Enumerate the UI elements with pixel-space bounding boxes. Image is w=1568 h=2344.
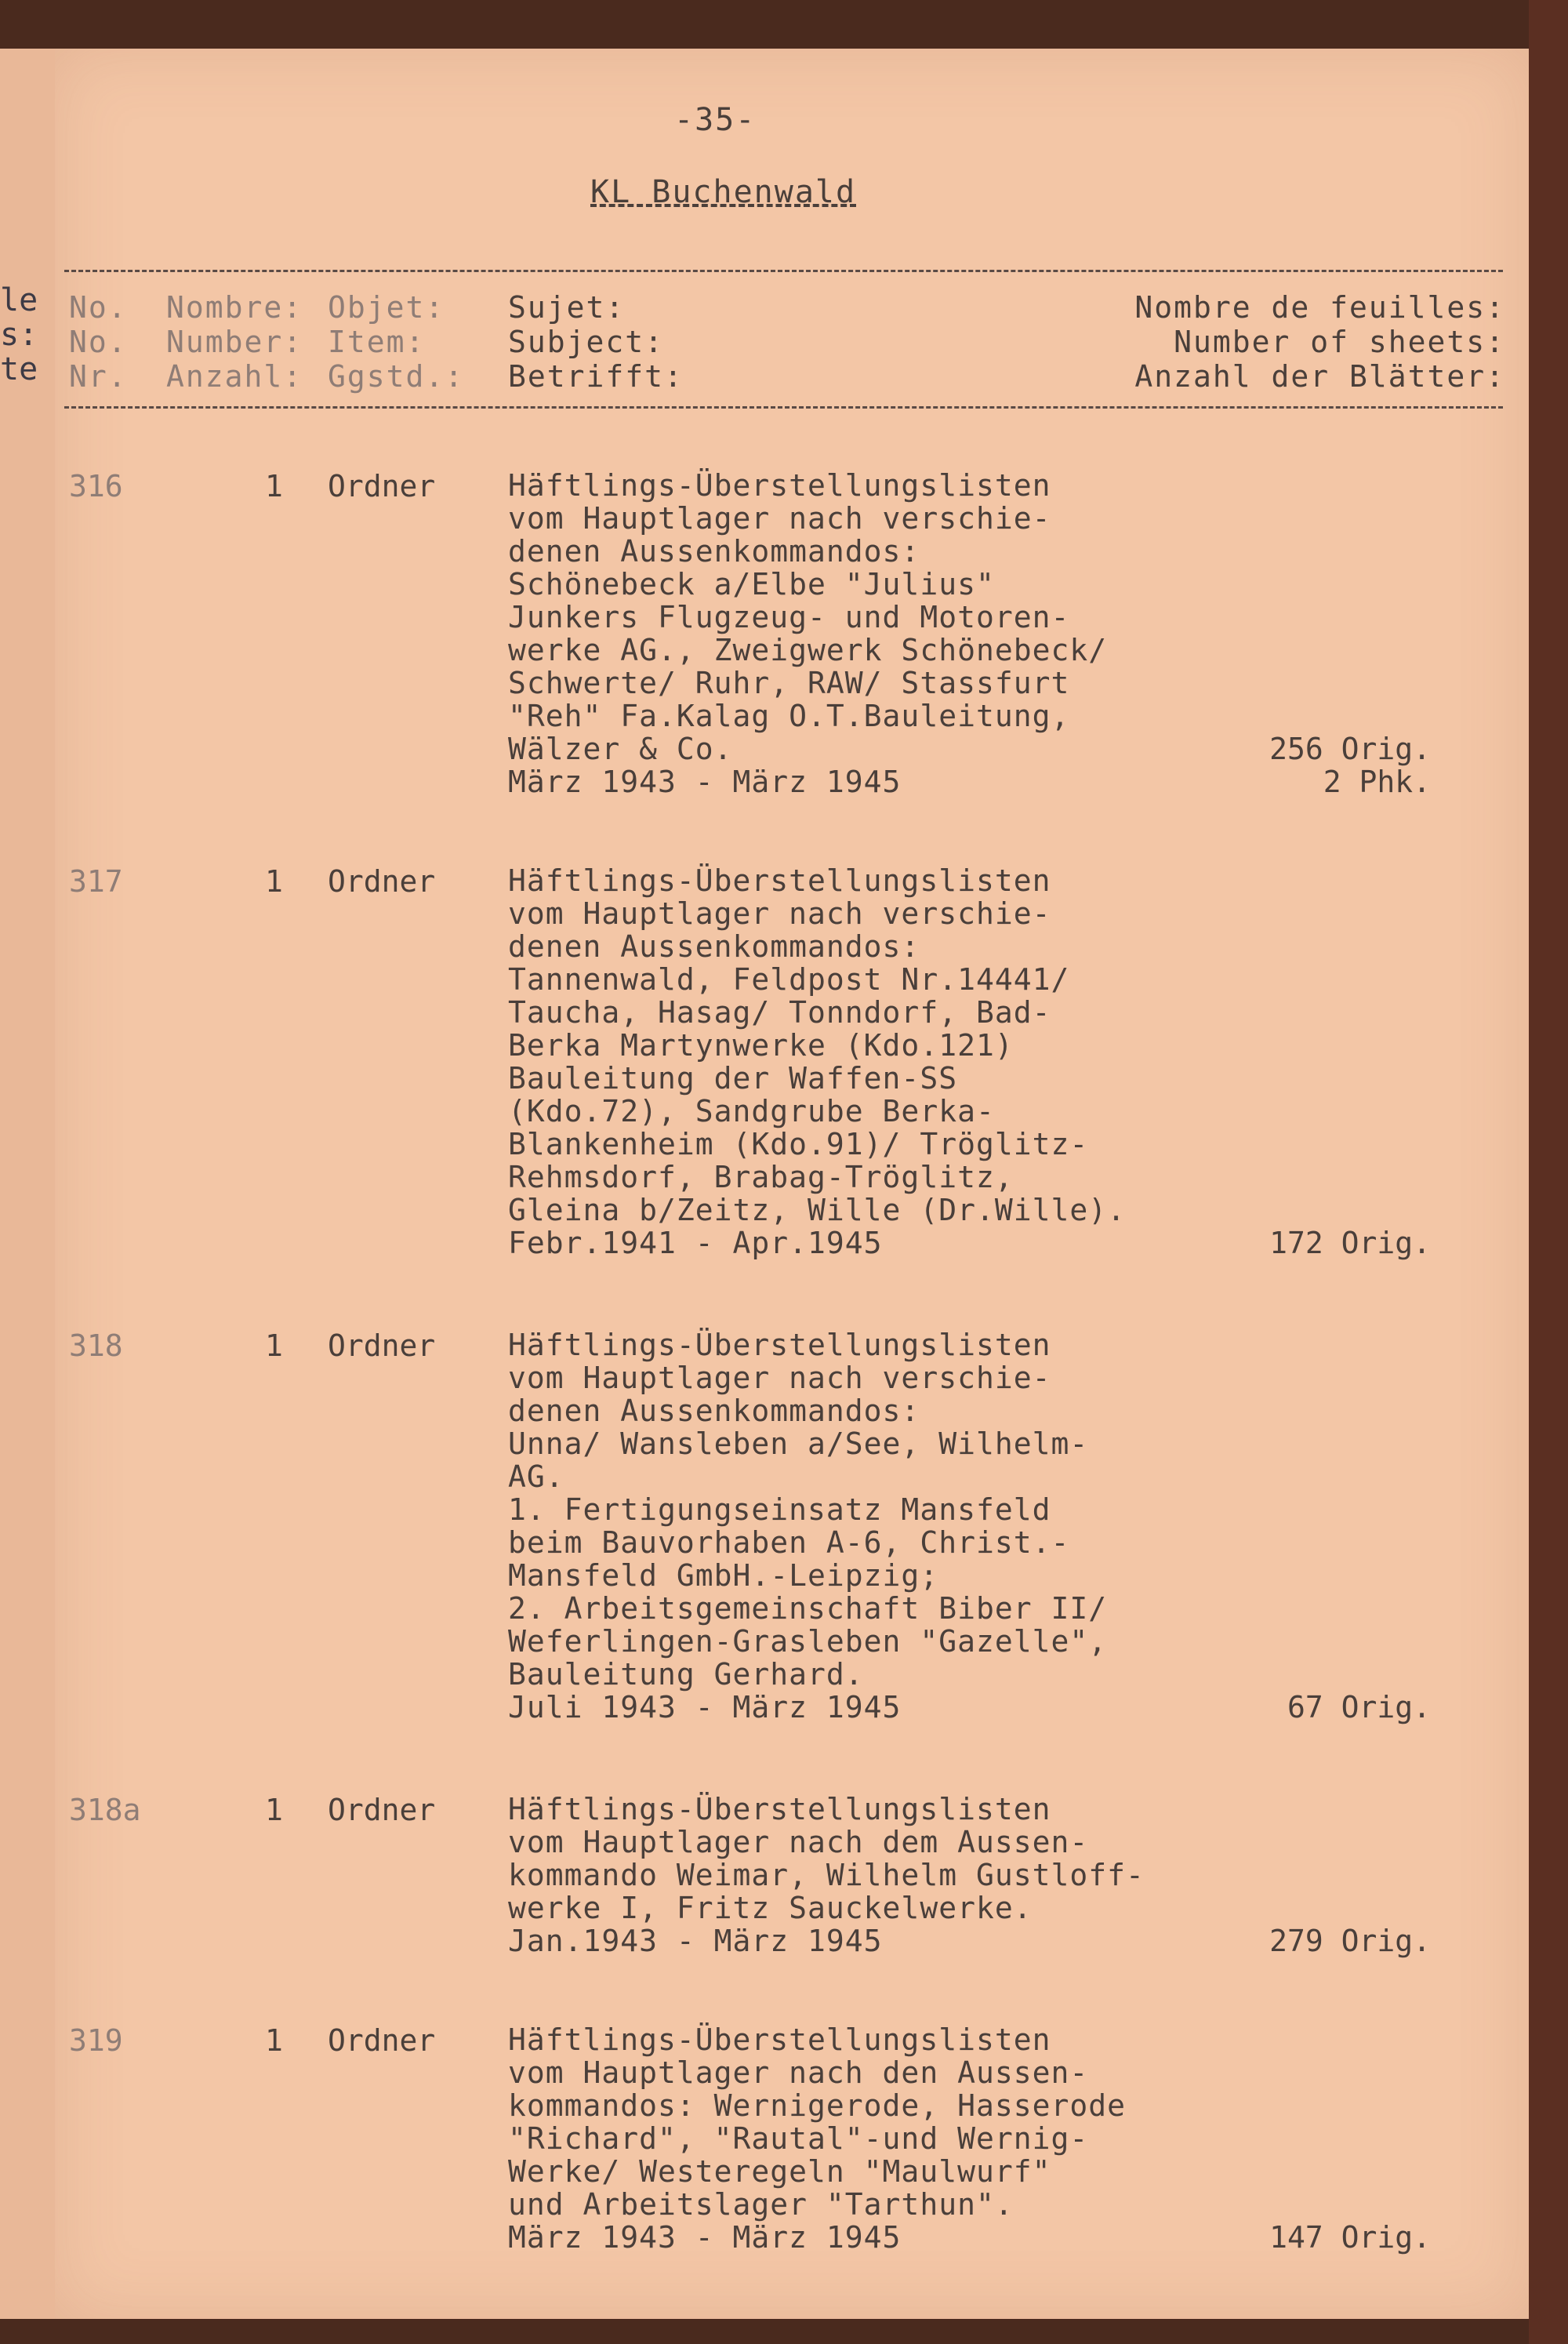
- header-sheets: Number of sheets:: [1174, 325, 1505, 359]
- entry-subject: [508, 864, 1126, 1259]
- header-no: No.: [69, 325, 128, 359]
- sheets-line: 67 Orig.: [1287, 1690, 1431, 1724]
- subject-line: vom Hauptlager nach verschie-: [508, 1361, 1051, 1395]
- entry-sheets: [1269, 2221, 1431, 2254]
- subject-line: Mansfeld GmbH.-Leipzig;: [508, 1558, 939, 1593]
- subject-line: Schwerte/ Ruhr, RAW/ Stassfurt: [508, 666, 1070, 700]
- subject-line: Häftlings-Überstellungslisten: [508, 863, 1051, 898]
- entry-number: 317: [69, 864, 123, 899]
- subject-line: Weferlingen-Grasleben "Gazelle",: [508, 1624, 1108, 1659]
- sheets-line: 147 Orig.: [1269, 2220, 1431, 2255]
- entry-item: Ordner: [328, 2023, 436, 2058]
- subject-line: vom Hauptlager nach den Aussen-: [508, 2055, 1089, 2090]
- subject-line: Junkers Flugzeug- und Motoren-: [508, 600, 1070, 634]
- subject-line: denen Aussenkommandos:: [508, 534, 920, 569]
- subject-line: denen Aussenkommandos:: [508, 929, 920, 964]
- subject-line: Berka Martynwerke (Kdo.121): [508, 1028, 1014, 1063]
- subject-line: "Reh" Fa.Kalag O.T.Bauleitung,: [508, 699, 1070, 733]
- subject-line: Häftlings-Überstellungslisten: [508, 2022, 1051, 2057]
- header-rule-bottom: [64, 406, 1503, 409]
- subject-line: kommando Weimar, Wilhelm Gustloff-: [508, 1858, 1145, 1892]
- entry-item: Ordner: [328, 864, 436, 899]
- subject-line: Tannenwald, Feldpost Nr.14441/: [508, 962, 1070, 997]
- subject-line: 2. Arbeitsgemeinschaft Biber II/: [508, 1591, 1108, 1626]
- entry-sheets: [1269, 732, 1431, 798]
- subject-line: denen Aussenkommandos:: [508, 1394, 920, 1428]
- header-number: Nombre:: [166, 290, 303, 325]
- entry-subject: [508, 1793, 1145, 1957]
- page-number: -35-: [674, 102, 757, 138]
- subject-line: Unna/ Wansleben a/See, Wilhelm-: [508, 1426, 1089, 1461]
- subject-line: Juli 1943 - März 1945: [508, 1690, 902, 1724]
- header-number: Anzahl:: [166, 359, 303, 394]
- entry-subject: [508, 469, 1107, 798]
- subject-line: Febr.1941 - Apr.1945: [508, 1226, 883, 1260]
- entry-item: Ordner: [328, 469, 436, 503]
- header-number: Number:: [166, 325, 303, 359]
- entry-subject: [508, 1328, 1107, 1724]
- subject-line: Häftlings-Überstellungslisten: [508, 1792, 1051, 1826]
- entry-number: 316: [69, 469, 123, 503]
- entry-number: 318: [69, 1328, 123, 1363]
- subject-line: vom Hauptlager nach verschie-: [508, 501, 1051, 536]
- sheets-line: 256 Orig.: [1269, 732, 1431, 766]
- header-subject: Subject:: [508, 325, 665, 359]
- header-item: Objet:: [328, 290, 445, 325]
- entry-sheets: [1287, 1691, 1431, 1724]
- subject-line: Rehmsdorf, Brabag-Tröglitz,: [508, 1160, 1014, 1194]
- subject-line: Schönebeck a/Elbe "Julius": [508, 567, 995, 601]
- entry-quantity: 1: [265, 864, 283, 899]
- subject-line: Jan.1943 - März 1945: [508, 1924, 883, 1958]
- subject-line: Bauleitung Gerhard.: [508, 1657, 864, 1692]
- binder-spine: [1529, 0, 1568, 2344]
- entry-quantity: 1: [265, 2023, 283, 2058]
- header-no: Nr.: [69, 359, 128, 394]
- entry-number: 319: [69, 2023, 123, 2058]
- subject-line: (Kdo.72), Sandgrube Berka-: [508, 1094, 995, 1128]
- document-page: [55, 49, 1529, 2319]
- header-subject: Betrifft:: [508, 359, 684, 394]
- edge-fragment: s:: [0, 317, 38, 353]
- entry-item: Ordner: [328, 1793, 436, 1827]
- edge-fragment: te: [0, 351, 38, 387]
- subject-line: Bauleitung der Waffen-SS: [508, 1061, 958, 1096]
- header-no: No.: [69, 290, 128, 325]
- entry-quantity: 1: [265, 1793, 283, 1827]
- sheets-line: 279 Orig.: [1269, 1924, 1431, 1958]
- subject-line: vom Hauptlager nach dem Aussen-: [508, 1825, 1089, 1859]
- sheets-line: 2 Phk.: [1323, 765, 1431, 799]
- subject-line: März 1943 - März 1945: [508, 2220, 902, 2255]
- header-item: Ggstd.:: [328, 359, 465, 394]
- subject-line: Häftlings-Überstellungslisten: [508, 468, 1051, 503]
- subject-line: 1. Fertigungseinsatz Mansfeld: [508, 1492, 1051, 1527]
- entry-sheets: [1269, 1924, 1431, 1957]
- subject-line: Werke/ Westeregeln "Maulwurf": [508, 2154, 1051, 2189]
- subject-line: beim Bauvorhaben A-6, Christ.-: [508, 1525, 1070, 1560]
- entry-quantity: 1: [265, 469, 283, 503]
- subject-line: März 1943 - März 1945: [508, 765, 902, 799]
- subject-line: Blankenheim (Kdo.91)/ Tröglitz-: [508, 1127, 1089, 1161]
- subject-line: Gleina b/Zeitz, Wille (Dr.Wille).: [508, 1193, 1126, 1227]
- subject-line: vom Hauptlager nach verschie-: [508, 896, 1051, 931]
- entry-sheets: [1269, 1227, 1431, 1259]
- entry-subject: [508, 2023, 1126, 2254]
- subject-line: Taucha, Hasag/ Tonndorf, Bad-: [508, 995, 1051, 1030]
- sheets-line: 172 Orig.: [1269, 1226, 1431, 1260]
- entry-quantity: 1: [265, 1328, 283, 1363]
- subject-line: und Arbeitslager "Tarthun".: [508, 2187, 1014, 2222]
- top-background: [0, 0, 1568, 49]
- subject-line: Wälzer & Co.: [508, 732, 733, 766]
- entry-item: Ordner: [328, 1328, 436, 1363]
- header-subject: Sujet:: [508, 290, 626, 325]
- subject-line: AG.: [508, 1459, 564, 1494]
- previous-page-edge: [0, 49, 57, 2319]
- header-rule-top: [64, 270, 1503, 272]
- subject-line: "Richard", "Rautal"-und Wernig-: [508, 2121, 1089, 2156]
- header-sheets: Anzahl der Blätter:: [1134, 359, 1505, 394]
- subject-line: werke AG., Zweigwerk Schönebeck/: [508, 633, 1108, 667]
- subject-line: kommandos: Wernigerode, Hasserode: [508, 2088, 1126, 2123]
- page-title: KL Buchenwald: [590, 174, 857, 210]
- header-sheets: Nombre de feuilles:: [1134, 290, 1505, 325]
- header-item: Item:: [328, 325, 426, 359]
- subject-line: Häftlings-Überstellungslisten: [508, 1328, 1051, 1362]
- entry-number: 318a: [69, 1793, 141, 1827]
- subject-line: werke I, Fritz Sauckelwerke.: [508, 1891, 1033, 1925]
- edge-fragment: le: [0, 282, 38, 318]
